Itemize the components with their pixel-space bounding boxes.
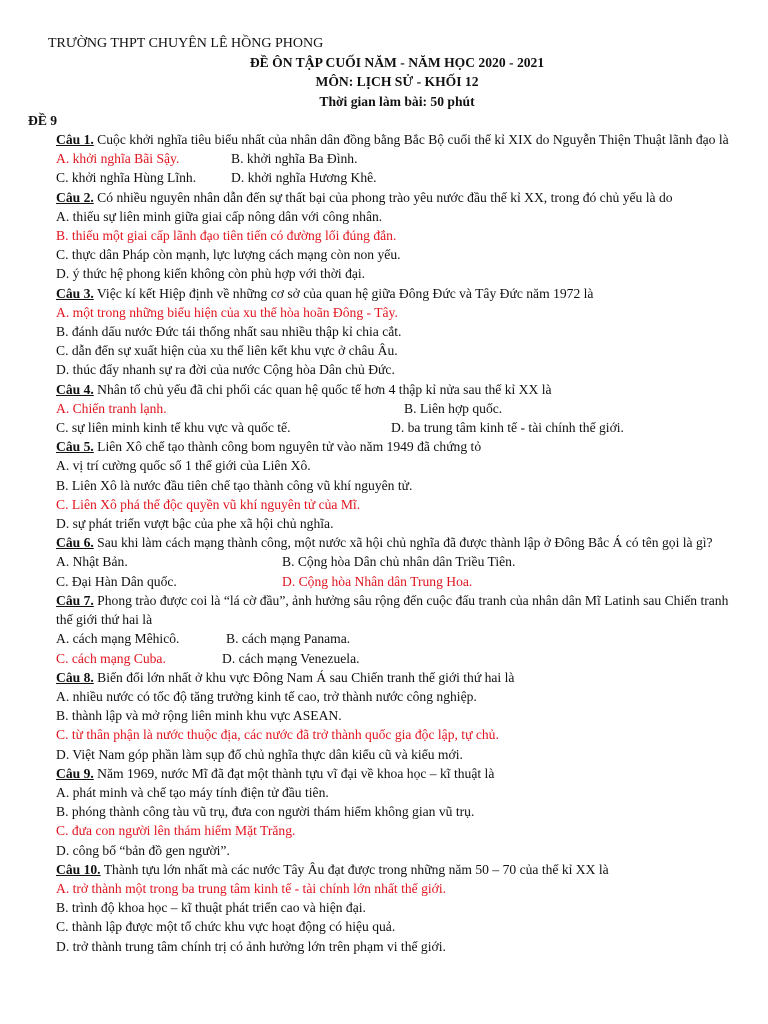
question-text: Liên Xô chế tạo thành công bom nguyên tử vào năm 1949 đã chứng tỏ bbox=[93, 439, 482, 455]
option-row bbox=[56, 552, 748, 571]
answer-option: B. Cộng hòa Dân chủ nhân dân Triều Tiên. bbox=[282, 554, 516, 570]
option-row bbox=[56, 168, 748, 187]
question-label: Câu 10. bbox=[56, 861, 101, 877]
answer-option-correct: A. một trong những biểu hiện của xu thế hòa hoãn Đông - Tây. bbox=[56, 304, 398, 320]
answer-option-correct: A. trở thành một trong ba trung tâm kinh tế - tài chính lớn nhất thế giới. bbox=[56, 880, 447, 896]
answer-option: D. ý thức hệ phong kiến không còn phù hợp với thời đại. bbox=[56, 266, 366, 282]
option-row bbox=[56, 495, 748, 514]
question-label: Câu 5. bbox=[56, 439, 94, 455]
answer-option: D. khởi nghĩa Hương Khê. bbox=[231, 170, 377, 186]
answer-option: D. sự phát triển vượt bậc của phe xã hội chủ nghĩa. bbox=[56, 516, 334, 532]
answer-option: D. trở thành trung tâm chính trị có ảnh hưởng lớn trên phạm vi thế giới. bbox=[56, 938, 446, 954]
answer-option-correct: A. khởi nghĩa Bãi Sậy. bbox=[56, 151, 180, 167]
question-label: Câu 2. bbox=[56, 189, 94, 205]
answer-option-correct: C. đưa con người lên thám hiểm Mặt Trăng. bbox=[56, 823, 296, 839]
option-row bbox=[56, 917, 748, 936]
answer-option: B. khởi nghĩa Ba Đình. bbox=[231, 151, 358, 167]
question-stem bbox=[56, 380, 748, 399]
answer-option: A. vị trí cường quốc số 1 thế giới của Liên Xô. bbox=[56, 458, 311, 474]
exam-code: ĐỀ 9 bbox=[28, 112, 58, 128]
option-row bbox=[56, 514, 748, 533]
option-row bbox=[56, 399, 748, 418]
option-row bbox=[56, 898, 748, 917]
answer-option-correct: D. Cộng hòa Nhân dân Trung Hoa. bbox=[282, 573, 473, 589]
question-label: Câu 3. bbox=[56, 285, 94, 301]
option-row bbox=[56, 341, 748, 360]
answer-option: A. cách mạng Mêhicô. bbox=[56, 631, 180, 647]
answer-option: B. Liên hợp quốc. bbox=[404, 400, 503, 416]
question-label: Câu 6. bbox=[56, 535, 94, 551]
answer-option-correct: C. Liên Xô phá thế độc quyền vũ khí nguyên tử của Mĩ. bbox=[56, 496, 361, 512]
answer-option: D. ba trung tâm kinh tế - tài chính thế giới. bbox=[391, 420, 624, 436]
option-row bbox=[56, 745, 748, 764]
question-label: Câu 8. bbox=[56, 669, 94, 685]
option-row bbox=[56, 322, 748, 341]
answer-option: D. Việt Nam góp phần làm sụp đổ chủ nghĩa thực dân kiểu cũ và kiểu mới. bbox=[56, 746, 463, 762]
option-row bbox=[56, 783, 748, 802]
answer-option: C. sự liên minh kinh tế khu vực và quốc tế. bbox=[56, 420, 291, 436]
answer-option: C. dẫn đến sự xuất hiện của xu thế liên kết khu vực ở châu Âu. bbox=[56, 343, 398, 359]
question-text: Phong trào được coi là “lá cờ đầu”, ảnh hưởng sâu rộng đến cuộc đấu tranh của nhân dân Mĩ Latinh sau Chiến tranh thế giới thứ hai là bbox=[56, 592, 729, 628]
answer-option-correct: B. thiếu một giai cấp lãnh đạo tiên tiến có đường lối đúng đắn. bbox=[56, 228, 397, 244]
question-stem bbox=[56, 188, 748, 207]
question-stem bbox=[56, 764, 748, 783]
option-row bbox=[56, 649, 748, 668]
question-text: Năm 1969, nước Mĩ đã đạt một thành tựu vĩ đại về khoa học – kĩ thuật là bbox=[93, 765, 495, 781]
answer-option: C. Đại Hàn Dân quốc. bbox=[56, 573, 177, 589]
answer-option: B. Liên Xô là nước đầu tiên chế tạo thành công vũ khí nguyên tử. bbox=[56, 477, 413, 493]
question-stem bbox=[56, 668, 748, 687]
option-row bbox=[56, 629, 748, 648]
question-text: Có nhiều nguyên nhân dẫn đến sự thất bại của phong trào yêu nước đầu thế kỉ XX, trong đó chủ yếu là do bbox=[93, 189, 673, 205]
question-label: Câu 7. bbox=[56, 592, 94, 608]
option-row bbox=[56, 476, 748, 495]
option-row bbox=[56, 687, 748, 706]
option-row bbox=[56, 149, 748, 168]
option-row bbox=[56, 303, 748, 322]
answer-option: B. thành lập và mở rộng liên minh khu vực ASEAN. bbox=[56, 708, 342, 724]
option-row bbox=[56, 725, 748, 744]
question-text: Cuộc khởi nghĩa tiêu biểu nhất của nhân dân đồng bằng Bắc Bộ cuối thế kỉ XIX do Nguyễn Thiện Thuật lãnh đạo là bbox=[93, 132, 729, 148]
answer-option: A. nhiều nước có tốc độ tăng trưởng kinh tế cao, trở thành nước công nghiệp. bbox=[56, 688, 477, 704]
question-label: Câu 9. bbox=[56, 765, 94, 781]
option-row bbox=[56, 456, 748, 475]
school-name: TRƯỜNG THPT CHUYÊN LÊ HỒNG PHONG bbox=[48, 36, 324, 51]
question-label: Câu 1. bbox=[56, 132, 94, 148]
option-row bbox=[56, 821, 748, 840]
question-stem bbox=[56, 284, 748, 303]
option-row bbox=[56, 418, 748, 437]
question-stem bbox=[56, 437, 748, 456]
answer-option-correct: C. cách mạng Cuba. bbox=[56, 650, 166, 666]
exam-title: ĐỀ ÔN TẬP CUỐI NĂM - NĂM HỌC 2020 - 2021 bbox=[249, 55, 545, 71]
answer-option-correct: A. Chiến tranh lạnh. bbox=[56, 400, 167, 416]
question-text: Sau khi làm cách mạng thành công, một nước xã hội chủ nghĩa đã được thành lập ở Đông Bắc Á có tên gọi là gì? bbox=[93, 535, 713, 551]
answer-option: B. cách mạng Panama. bbox=[226, 631, 351, 647]
question-stem bbox=[56, 860, 748, 879]
question-stem bbox=[56, 591, 748, 629]
answer-option: D. công bố “bản đồ gen người”. bbox=[56, 842, 230, 858]
question-stem bbox=[56, 533, 748, 552]
answer-option: B. phóng thành công tàu vũ trụ, đưa con người thám hiểm không gian vũ trụ. bbox=[56, 804, 475, 820]
option-row bbox=[56, 879, 748, 898]
option-row bbox=[56, 360, 748, 379]
question-text: Việc kí kết Hiệp định về những cơ sở của quan hệ giữa Đông Đức và Tây Đức năm 1972 là bbox=[93, 285, 594, 301]
answer-option-correct: C. từ thân phận là nước thuộc địa, các nước đã trở thành quốc gia độc lập, tự chủ. bbox=[56, 727, 499, 743]
option-row bbox=[56, 802, 748, 821]
option-row bbox=[56, 226, 748, 245]
option-row bbox=[56, 572, 748, 591]
answer-option: C. thành lập được một tổ chức khu vực hoạt động có hiệu quả. bbox=[56, 919, 396, 935]
question-stem bbox=[56, 130, 748, 149]
question-text: Nhân tố chủ yếu đã chi phối các quan hệ quốc tế hơn 4 thập kỉ nửa sau thế kỉ XX là bbox=[93, 381, 552, 397]
question-label: Câu 4. bbox=[56, 381, 94, 397]
answer-option: C. khởi nghĩa Hùng Lĩnh. bbox=[56, 170, 197, 186]
answer-option: A. thiếu sự liên minh giữa giai cấp nông dân với công nhân. bbox=[56, 208, 383, 224]
option-row bbox=[56, 245, 748, 264]
question-text: Thành tựu lớn nhất mà các nước Tây Âu đạt được trong những năm 50 – 70 của thế kỉ XX là bbox=[100, 861, 609, 877]
answer-option: C. thực dân Pháp còn mạnh, lực lượng cách mạng còn non yếu. bbox=[56, 247, 401, 263]
answer-option: B. trình độ khoa học – kĩ thuật phát triển cao và hiện đại. bbox=[56, 900, 366, 916]
option-row bbox=[56, 207, 748, 226]
exam-subject: MÔN: LỊCH SỬ - KHỐI 12 bbox=[315, 74, 479, 90]
option-row bbox=[56, 937, 748, 956]
question-list bbox=[56, 130, 748, 956]
answer-option: D. cách mạng Venezuela. bbox=[222, 650, 360, 666]
answer-option: B. đánh dấu nước Đức tái thống nhất sau nhiều thập kỉ chia cắt. bbox=[56, 324, 402, 340]
option-row bbox=[56, 841, 748, 860]
answer-option: A. Nhật Bản. bbox=[56, 554, 128, 570]
option-row bbox=[56, 706, 748, 725]
answer-option: A. phát minh và chế tạo máy tính điện tử đầu tiên. bbox=[56, 784, 329, 800]
question-text: Biến đổi lớn nhất ở khu vực Đông Nam Á sau Chiến tranh thế giới thứ hai là bbox=[93, 669, 515, 685]
option-row bbox=[56, 264, 748, 283]
answer-option: D. thúc đẩy nhanh sự ra đời của nước Cộng hòa Dân chủ Đức. bbox=[56, 362, 395, 378]
exam-time: Thời gian làm bài: 50 phút bbox=[319, 93, 475, 109]
